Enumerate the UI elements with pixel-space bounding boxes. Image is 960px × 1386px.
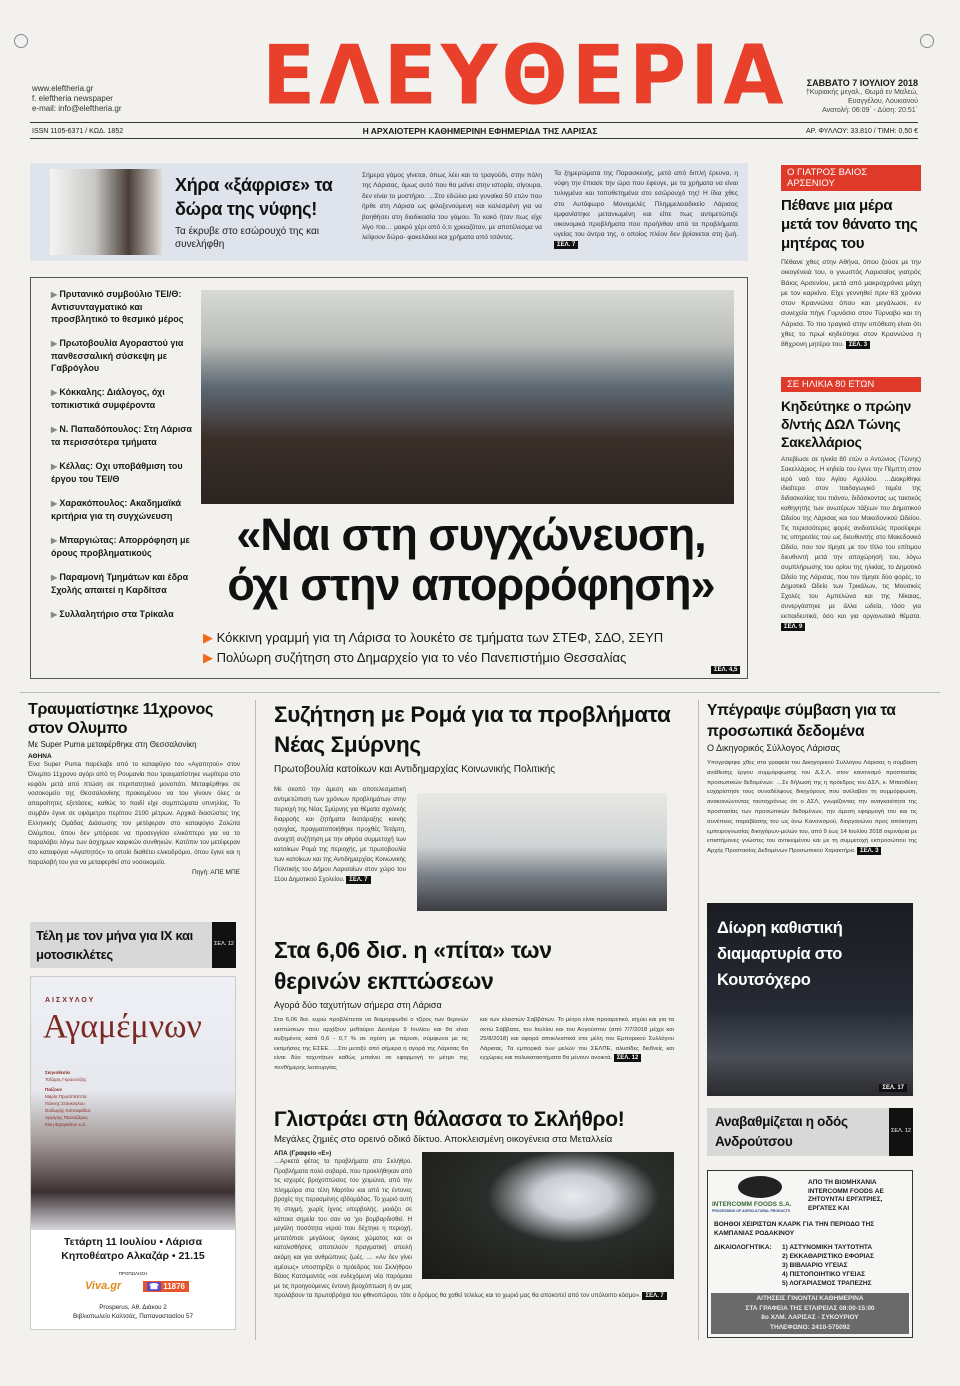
bullet-item: ▶ Χαρακόπουλος: Ακαδημαϊκά κριτήρια για τη συγχώνευση xyxy=(51,498,182,521)
story-tag: Ο ΓΙΑΤΡΟΣ ΒΑΙΟΣ ΑΡΣΕΝΙΟΥ xyxy=(781,165,921,191)
story-gdpr[interactable] xyxy=(707,700,917,857)
main-story[interactable] xyxy=(30,277,748,679)
story-body: Απεβίωσε σε ηλικία 80 ετών ο Αντώνιος (Τώνης) Σακελλάριος. Η κηδεία του έγινε την Πέμπτη στον ιερό ναό του Αγίου Αχιλλίου. …Διακρίθηκε ιδιαίτερα στον παιδαγωγικό τομέα της διδασκαλίας του πιάνου, διδάσκοντας ως τακτικός καθηγητής των ανωτέρων τάξεων του Δημοτικού Ωδείου της Λάρισας και του Μακεδονικού Ωδείου. Τις περισσότερες φορές ανιδιοτελώς προσέφερε τις υπηρεσίες του ως διευθυντής στο Μακεδονικό Ωδείο, που τον τίμησε με τον τίτλο του επίτιμου διευθυντή μετά την αποχώρησή του, λόγω συμπλήρωσης του ορίου της ηλικίας, το Δημοτικό Ωδείο της Λάρισας, που τον τίμησε δύο φορές, το Δημοτικό Ωδείο των Τρικάλων, τις Μουσικές Σχολές του Αμπελώνα και της Νίκαιας, συνεργάστηκε με άλλα ωδεία, τόσο για εκπαιδευτικά, όσο και για οργανωτικά θέματα. ΣΕΛ. 9 xyxy=(781,456,921,630)
date-block xyxy=(788,78,918,116)
story-subheadline: Ο Δικηγορικός Σύλλογος Λάρισας xyxy=(707,743,841,753)
bullet-item: ▶ Πρυτανικό συμβούλιο ΤΕΙ/Θ: Αντισυνταγματικό και προσβλητικό το θεσμικό μέρος xyxy=(51,289,184,324)
phone-badge: ☎ 11876 xyxy=(143,1281,189,1292)
registration-mark-icon xyxy=(920,34,934,48)
page-ref[interactable]: ΣΕΛ. 12 xyxy=(614,1054,642,1062)
story-body: Πέθανε χθες στην Αθήνα, όπου ζούσε με την οικογένειά του, ο γνωστός Λαρισαίος γιατρός Βάιος Αρσενίου, μετά από μακροχρόνια μάχη με τον καρκίνο. Είχε γεννηθεί πριν 63 χρόνια στον Κραννώνα όπου και μεγάλωσε, εν συνεχεία πήγε Γυμνάσιο στον Τύρναβο και τη Λάρισα. Το πιο τραγικό στην υπόθεση είναι ότι χθες το πρωί κηδεύτηκε στον Κραννώνα η 86χρονη μητέρα του. ΣΕΛ. 3 xyxy=(781,259,921,349)
story-headline: Συζήτηση με Ρομά για τα προβλήματα Νέας Σμύρνης xyxy=(274,702,671,757)
bullet-item: ▶ Πρωτοβουλία Αγοραστού για πανθεσσαλική σύσκεψη με Γαβρόγλου xyxy=(51,338,184,373)
story-subheadline: Με Super Puma μεταφέρθηκε στη Θεσσαλονίκη xyxy=(28,740,197,749)
story-headline: Τραυματίστηκε 11χρονος στον Ολυμπο xyxy=(28,701,214,737)
story-headline: Πέθανε μια μέρα μετά τον θάνατο της μητέρας του xyxy=(781,197,918,252)
divider xyxy=(30,122,918,123)
play-title: Αγαμέμνων xyxy=(43,1008,202,1045)
page-ref[interactable]: ΣΕΛ. 3 xyxy=(846,341,870,349)
story-body-col2: και των κλειστών Σαββάτων. Το μέτρο είναι προαιρετικό, ισχύει και για τα οκτώ Σάββατα, του Ιουλίου και του Αυγούστου (από 7/7/2018 μέχρι και 25/8/2018) και αφορά αποκλειστικά στα μέλη του Εμπορικού Συλλόγου Λάρισας. Τα εμπορικά των μελών του ΣΕΛΠΕ, αλυσίδες διεθνείς και εγχώριες και πολυκαταστήματα θα μένουν ανοικτά. ΣΕΛ. 12 xyxy=(480,1017,674,1062)
bullet-item: ▶ Ν. Παπαδόπουλος: Στη Λάρισα τα περισσότερα τμήματα xyxy=(51,424,192,447)
sun-times: Ανατολή: 06:09΄ - Δύση: 20:51΄ xyxy=(822,107,918,114)
email-link[interactable]: e-mail: info@eleftheria.gr xyxy=(32,104,122,113)
company-logo-icon xyxy=(738,1176,782,1198)
story-roma[interactable] xyxy=(274,700,694,885)
ad-text: ΒΟΗΘΟΙ ΧΕΙΡΙΣΤΩΝ ΚΛΑΡΚ ΓΙΑ ΤΗΝ ΠΕΡΙΟΔΟ ΤΗΣ ΚΑΜΠΑΝΙΑΣ ΡΟΔΑΚΙΝΟΥ xyxy=(714,1221,875,1237)
teaser-text-col1: Σήμερα γάμος γίνεται, όπως λέει και το τραγούδι, στην πόλη της Λάρισας, όμως αυτό που θα μείνει στην ιστορία, σίγουρα, δεν είναι το μυστήριο. …Στο εδώλιο μια γυναίκα 50 ετών που ήρθε στη Λάρισα ως φιλοξενούμενη και καλεσμένη για να βοηθήσει στη διαδικασία του γάμου. Το κακό ήταν πως είχε λίγο πιο… μακρύ χέρι από ό,τι χρειαζόταν, με αποτέλεσμα να λείψουν δώρα- φακελάκια και χρήματα από τσάντες. xyxy=(362,172,542,242)
story-body-col1: …Αρκετά φέτος τα προβλήματα στο Σκλήθρο. Προβλήματα πολύ σοβαρά, που προκλήθηκαν από τις ισχυρές βροχοπτώσεις του χειμώνα, από την πλημμύρα στα τέλη Μαρτίου και από τις έντονες βροχές της περασμένης εβδομάδας. Το χωριό αυτή τη στιγμή, χωρίς ίχνος υπερβολής, μοιάζει σε κάποια σημεία του σαν να 'χει βομβαρδισθεί. Η μεγάλη ποσότητα νερού που δέχτηκε η περιοχή, μετατόπισε μεγάλους όγκους χώματος και οι κατολισθήσεις αποτελούν πραγματική απειλή ακόμη και για ανθρώπινες ζωές. … «Αν δεν γίνει αμέσως» υποστηρίζει ο πρόεδρος του Σκλήθρου Βάιος Κατσιμαντός «σε ενδεχόμενη νέα παρόμοια με τις προηγούμενες έντονη βροχόπτωση ή αν μας προλάβουν xyxy=(274,1158,412,1300)
council-meeting-photo xyxy=(201,290,734,504)
story-headline: Γλιστράει στη θάλασσα το Σκλήθρο! xyxy=(274,1108,625,1131)
page-ref[interactable]: ΣΕΛ. 7 xyxy=(642,1292,666,1300)
story-headline: Κηδεύτηκε ο πρώην δ/ντής ΔΩΛ Τώνης Σακελλάριος xyxy=(781,398,911,450)
main-headline: «Ναι στη συγχώνευση, όχι στην απορρόφηση» xyxy=(227,509,715,610)
issue-number-price: ΑΡ. ΦΥΛΛΟΥ: 33.810 / ΤΙΜΗ: 0,50 € xyxy=(805,128,918,135)
presale-outlets: Prosperus, Αθ. Διάκου 2 Βιβλιοπωλείο Καλτσάς, Παπαναστασίου 57 xyxy=(73,1304,193,1320)
bullet-item: ▶ Παραμονή Τμημάτων και έδρα Σχολής απαιτεί η Καρδίτσα xyxy=(51,572,189,595)
play-credits: Σκηνοθεσία Τσίζαρις Γκρασούζης Παίζουν Μαρία Πρωτόπαππα Γιάννης Στάνκογλου Θοδωρής Κατσαφάδος Αργύρης Πανταζάρας Κίκη Φραγκάτου κ.ά. xyxy=(45,1070,91,1127)
story-subheadline: Αγορά δύο ταχυτήτων σήμερα στη Λάρισα xyxy=(274,1000,442,1010)
teaser-headline: Τέλη με τον μήνα για ΙΧ και μοτοσικλέτες xyxy=(36,928,193,962)
ad-footer: ΑΙΤΗΣΕΙΣ ΓΙΝΟΝΤΑΙ ΚΑΘΗΜΕΡΙΝΑ ΣΤΑ ΓΡΑΦΕΙΑ ΤΗΣ ΕΤΑΙΡΕΙΑΣ 08:00-15:00 8ο ΧΛΜ. ΛΑΡΙΣΑΣ - ΣΥΚΟΥΡΙΟΥ ΤΗΛΕΦΩΝΟ: 2410-575092 xyxy=(711,1293,909,1334)
story-subheadline: Πρωτοβουλία κατοίκων και Αντιδημαρχίας Κοινωνικής Πολιτικής xyxy=(274,764,556,775)
source: Πηγή: ΑΠΕ ΜΠΕ xyxy=(191,868,240,876)
play-author: ΑΙΣΧΥΛΟΥ xyxy=(45,997,96,1004)
company-subtitle: PROCESSING OF AGRICULTURAL PRODUCTS xyxy=(712,1209,791,1213)
divider xyxy=(20,692,940,693)
arrow-icon: ▶ xyxy=(203,630,217,645)
ad-text: ΑΠΟ ΤΗ ΒΙΟΜΗΧΑΝΙΑ INTERCOMM FOODS ΑΕ ΖΗΤΟΥΝΤΑΙ ΕΡΓΑΤΡΙΕΣ, ΕΡΓΑΤΕΣ ΚΑΙ xyxy=(808,1179,884,1212)
facebook-link[interactable]: f. eleftheria newspaper xyxy=(32,94,113,103)
story-subheadline: Μεγάλες ζημιές στο ορεινό οδικό δίκτυο. Αποκλεισμένη οικογένεια στα Μεταλλεία xyxy=(274,1134,613,1145)
divider xyxy=(255,700,256,1340)
story-body-flow xyxy=(274,1150,674,1301)
bullet-item: ▶ Μπαργιώτας: Απορρόφηση με όρους προβληματικούς xyxy=(51,535,190,558)
phone-icon: ☎ xyxy=(149,1282,159,1291)
arrow-icon: ▶ xyxy=(203,650,217,665)
teaser-subheadline: Τα έκρυβε στο εσώρουχό της και συνελήφθη xyxy=(175,226,319,250)
fees-teaser[interactable] xyxy=(30,922,236,968)
registration-mark-icon xyxy=(14,34,28,48)
newspaper-logo: ΕΛΕΥΘΕΡΙΑ xyxy=(262,28,788,124)
issn: ISSN 1105-6371 / ΚΩΔ. 1852 xyxy=(32,128,124,135)
play-schedule: Τετάρτη 11 Ιουλίου • Λάρισα Κηποθέατρο Αλκαζάρ • 21.15 xyxy=(61,1236,205,1262)
bullet-item: ▶ Κόκκαλης: Διάλογος, όχι τοπικιστικά συμφέροντα xyxy=(51,387,165,410)
page-ref[interactable]: ΣΕΛ. 17 xyxy=(879,1084,907,1092)
saints-of-day: †Κυριακής μεγαλ., Θωμά εν Μαλεώ, Ευαγγέλου, Λουκιανού xyxy=(805,89,918,105)
story-body-columns xyxy=(274,1016,674,1074)
docs-list: 1) ΑΣΤΥΝΟΜΙΚΗ ΤΑΥΤΟΤΗΤΑ 2) ΕΚΚΑΘΑΡΙΣΤΙΚΟ ΕΦΟΡΙΑΣ 3) ΒΙΒΛΙΑΡΙΟ ΥΓΕΙΑΣ 4) ΠΙΣΤΟΠΟΙΗΤΙΚΟ ΥΓΕΙΑΣ 5) ΛΟΓΑΡΙΑΣΜΟΣ ΤΡΑΠΕΖΗΣ xyxy=(782,1244,874,1287)
ad-agamemnon[interactable] xyxy=(30,976,236,1330)
page-ref[interactable]: ΣΕΛ. 3 xyxy=(857,847,881,855)
divider xyxy=(698,700,699,1340)
website-link[interactable]: www.eleftheria.gr xyxy=(32,84,94,93)
story-headline: Στα 6,06 δισ. η «πίτα» των θερινών εκπτώσεων xyxy=(274,937,552,994)
dateline: ΑΘΗΝΑ xyxy=(28,753,52,760)
teaser-headline: Αναβαθμίζεται η οδός Ανδρούτσου xyxy=(715,1114,848,1149)
masthead-contacts xyxy=(32,84,122,114)
viva-logo: Viva.gr xyxy=(85,1280,122,1292)
teaser-headline: Χήρα «ξάφρισε» τα δώρα της νύφης! xyxy=(175,175,333,219)
story-funeral[interactable] xyxy=(781,377,921,631)
story-body: Με σκοπό την άμεση και αποτελεσματική αντιμετώπιση των χρόνιων προβλημάτων στην περιοχή της Νέας Σμύρνης για θέματα σχολικής διαρροής και ζητήματα διατάραξης κοινής ησυχίας, πραγματοποιήθηκε προχθές Τετάρτη, ανοιχτή συζήτηση με την αθρόα συμμετοχή των κατοίκων Ρομά της περιοχής, με πρωτοβουλία των κατοίκων και της Αντιδημαρχίας Κοινωνικής Πολιτικής του Δήμου Λαρισαίων στον χώρο του 11ου Δημοτικού Σχολείου. ΣΕΛ. 7 xyxy=(274,786,406,883)
protest-teaser[interactable] xyxy=(707,903,913,1096)
bullet-item: ▶ Συλλαλητήριο στα Τρίκαλα xyxy=(51,609,174,619)
issue-date: ΣΑΒΒΑΤΟ 7 ΙΟΥΛΙΟΥ 2018 xyxy=(806,78,918,88)
page-ref[interactable]: ΣΕΛ. 12 xyxy=(889,1108,913,1156)
main-subheadlines: ▶ Κόκκινη γραμμή για τη Λάρισα το λουκέτο σε τμήματα των ΣΤΕΦ, ΣΔΟ, ΣΕΥΠ ▶ Πολύωρη συζήτηση στο Δημαρχείο για το νέο Πανεπιστήμιο Θεσσαλίας xyxy=(203,630,664,665)
landslide-car-photo xyxy=(422,1152,674,1279)
story-sklithro[interactable] xyxy=(274,1106,694,1301)
divider xyxy=(30,138,918,139)
docs-label: ΔΙΚΑΙΟΛΟΓΗΤΙΚΑ: xyxy=(714,1244,772,1251)
story-body-col2: τα πρωτοβρόχια του φθινοπώρου, τότε ο δρόμος θα χαθεί τελείως και το χωριό μας θα αποκοπεί από τον υπόλοιπο κόσμο». xyxy=(306,1292,641,1300)
androutsou-teaser[interactable] xyxy=(707,1108,913,1156)
story-headline: Υπέγραψε σύμβαση για τα προσωπικά δεδομένα xyxy=(707,702,896,740)
story-body: Υπογράφηκε χθες στα γραφεία του Δικηγορικού Συλλόγου Λάρισας η σύμβαση ανάθεσης έργου συμμόρφωσης του Δ.Σ.Λ. στον κανονισμό προστασίας προσωπικών δεδομένων. …Σε δήλωσή της η πρόεδρος του ΔΣΛ, κ. Μπαοδέκη ευχαρίστησε τους συναδέλφους δικηγόρους που ανέλαβαν τη συμμόρφωση, ανακοινώνοντας ταυτοχρόνως ότι ο ΔΣΛ, γνωρίζοντας την αναγκαιότητα της προστασίας των προσωπικών δεδομένων, την άμεση εφαρμογή του και τις συνέπειες παραβίασης του ως άνω Κανονισμού, διοργανώνει προς απόκτηση εμπειρογνωσίας δικηγόρων-μελών του, από 9 έως 14 Ιουλίου 2018 σεμινάρια με επιστήμονες γνώστες του αντικειμένου και με τη συμμετοχή εκπροσώπου της Αρχής Προστασίας Δεδομένων Προσωπικού Χαρακτήρα. ΣΕΛ. 3 xyxy=(707,760,917,855)
company-name: INTERCOMM FOODS S.A. xyxy=(712,1201,792,1208)
dateline: ΑΠΑ (Γραφείο «Ε») xyxy=(274,1150,332,1157)
story-body: Ένα Super Puma παρέλαβε από το καταφύγιο του «Αγαπητού» στον Όλυμπο 11χρονο αγόρι από τη Ρουμανία που τραυματίστηκε νωρίτερα στο κεφάλι μετά από πτώση σε περιπατητικό μονοπάτι. Μεταφέρθηκε σε νοσοκομείο της Θεσσαλονίκης προκειμένου να του γίνουν όλες οι απαραίτητες εξετάσεις, καθώς το παιδί είχε συμπτώματα υπνηλίας. Το συμβάν έγινε σε υψόμετρο περίπου 2100 μέτρων. Αρχικά διασώστες της Ελληνικής Ομάδας Διάσωσης τον μετέφεραν στο καταφύγιο Ζολώτα Ολύμπου, όπου δεν μπόρεσε να προσεγγίσει ελικόπτερο για να το παραλάβει λόγω των άσχημων καιρικών συνθηκών. Κατόπιν τον μετέφεραν στο καταφύγιο «Αγαπητός» το οποίο διαθέτει ελικοδρόμιο, όπου έγινε και η παραλαβή του για να μεταφερθεί στο νοσοκομείο. xyxy=(28,761,240,866)
bullet-item: ▶ Κέλλας: Οχι υποβάθμιση του έργου του ΤΕΙ/Θ xyxy=(51,461,183,484)
page-ref[interactable]: ΣΕΛ. 4,5 xyxy=(711,666,740,674)
page-ref[interactable]: ΣΕΛ. 9 xyxy=(781,623,805,631)
meeting-photo xyxy=(417,793,667,911)
teaser-text-col2: Τα ξημερώματα της Παρασκευής, μετά από διπλή έρευνα, η νύφη την έπιασε την ώρα που έφευγε, με τα χρήματα να είναι τυλιγμένα και τοποθετημένα στο εσώρουχό της! Η ίδια χθες στο Αυτόφωρο Μονομελές Πλημμελειοδικείο Λάρισας εμφανίστηκε μετανιωμένη και είπε πως αντιμετώπιζε οικονομικά προβλήματα που προήλθαν από τα προβλήματα υγείας του άντρα της, ο οποίος πλέον δεν βρίσκεται στη ζωή. ΣΕΛ. 7 xyxy=(554,170,738,249)
story-tag: ΣΕ ΗΛΙΚΙΑ 80 ΕΤΩΝ xyxy=(781,377,921,392)
ad-intercomm-jobs[interactable] xyxy=(707,1170,913,1338)
wedding-photo xyxy=(50,169,162,255)
main-bullets xyxy=(51,288,196,633)
story-sales[interactable] xyxy=(274,935,694,1074)
page-ref[interactable]: ΣΕΛ. 12 xyxy=(212,922,236,968)
page-ref[interactable]: ΣΕΛ. 7 xyxy=(554,241,578,249)
teaser-headline: Δίωρη καθιστική διαμαρτυρία στο Κουτσόχερο xyxy=(717,919,843,989)
story-body-col1: Στα 6,06 δισ. ευρώ προβλέπεται να διαμορφωθεί ο τζίρος των θερινών εκπτώσεων που αρχίζουν μεθαύριο Δευτέρα 9 Ιουλίου και θα είναι αυξημένος κατά 0,6 - 0,7 % σε σχέση με πέρυσι, σύμφωνα με τις εκτιμήσεις της ΕΣΕΕ. …Στο μεταξύ από σήμερα η αγορά της Λάρισας θα είναι δύο ταχυτήτων καθώς μπαίνει σε εφαρμογή το μέτρο της πενθήμερης λειτουργίας xyxy=(274,1017,468,1071)
story-olympus[interactable] xyxy=(28,700,240,876)
story-doctor[interactable] xyxy=(781,165,921,351)
presale-label: ΠΡΟΠΩΛΗΣΗ xyxy=(118,1271,148,1276)
teaser-bride-story[interactable] xyxy=(30,163,748,261)
tagline: Η ΑΡΧΑΙΟΤΕΡΗ ΚΑΘΗΜΕΡΙΝΗ ΕΦΗΜΕΡΙΔΑ ΤΗΣ ΛΑΡΙΣΑΣ xyxy=(362,126,598,136)
page-ref[interactable]: ΣΕΛ. 7 xyxy=(346,876,370,884)
